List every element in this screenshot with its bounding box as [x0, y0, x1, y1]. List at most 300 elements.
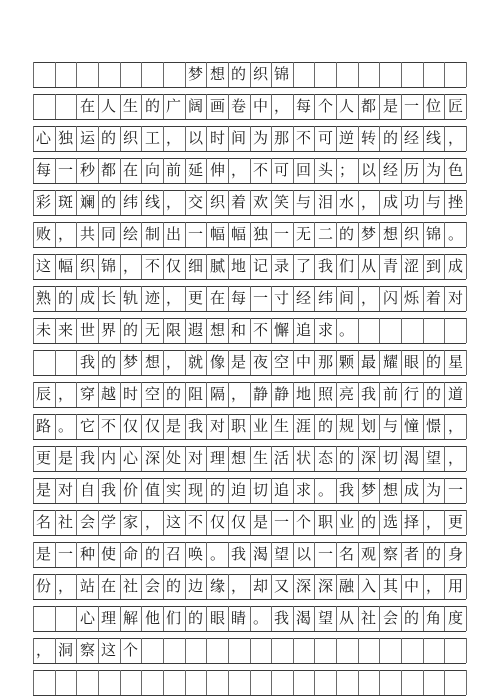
body-char: 社: [360, 609, 376, 627]
body-char: 仅: [144, 417, 160, 435]
body-char: 的: [425, 545, 441, 563]
grid-divider: [55, 94, 56, 119]
body-char: ，: [447, 417, 463, 435]
grid-divider: [379, 62, 380, 87]
body-char: 仅: [122, 417, 138, 435]
body-char: 们: [338, 257, 354, 275]
body-char: 经: [295, 289, 311, 307]
grid-divider: [466, 382, 467, 407]
body-char: 的: [122, 321, 138, 339]
body-char: 职: [230, 417, 246, 435]
body-char: 前: [382, 385, 398, 403]
body-char: 想: [382, 225, 398, 243]
grid-divider: [466, 158, 467, 183]
body-char: 的: [403, 609, 419, 627]
body-char: 选: [382, 513, 398, 531]
body-char: 世: [79, 321, 95, 339]
body-char: 迫: [230, 481, 246, 499]
body-char: 涯: [295, 417, 311, 435]
body-char: 未: [35, 321, 51, 339]
body-char: 为: [252, 129, 268, 147]
body-char: 择: [403, 513, 419, 531]
body-char: 仅: [230, 513, 246, 531]
body-char: 不: [187, 513, 203, 531]
grid-divider: [314, 638, 315, 663]
grid-divider: [444, 638, 445, 663]
body-char: 涩: [403, 257, 419, 275]
grid-divider: [141, 62, 142, 87]
body-char: 生: [252, 449, 268, 467]
grid-line: [33, 599, 466, 600]
body-char: 轨: [122, 289, 138, 307]
body-char: 绘: [122, 225, 138, 243]
body-char: 的: [425, 385, 441, 403]
grid-divider: [466, 350, 467, 375]
body-char: 为: [425, 161, 441, 179]
grid-divider: [466, 606, 467, 631]
grid-divider: [185, 670, 186, 695]
body-char: 烁: [403, 289, 419, 307]
body-char: 个: [317, 97, 333, 115]
body-char: 向: [144, 161, 160, 179]
grid-divider: [228, 670, 229, 695]
grid-divider: [76, 670, 77, 695]
body-char: 败: [35, 225, 51, 243]
grid-line: [33, 247, 466, 248]
body-char: 。: [447, 225, 463, 243]
body-char: 画: [209, 97, 225, 115]
grid-divider: [358, 62, 359, 87]
body-char: 的: [209, 481, 225, 499]
body-char: 中: [295, 353, 311, 371]
body-char: ，: [35, 641, 51, 659]
body-char: 一: [447, 481, 463, 499]
grid-line: [33, 407, 466, 408]
body-char: 度: [447, 609, 463, 627]
body-char: 理: [100, 609, 116, 627]
body-char: 理: [209, 449, 225, 467]
body-char: 织: [209, 193, 225, 211]
body-char: 泪: [317, 193, 333, 211]
body-char: 不: [252, 161, 268, 179]
body-char: 的: [57, 289, 73, 307]
grid-divider: [120, 670, 121, 695]
body-char: ，: [447, 129, 463, 147]
body-char: 成: [403, 481, 419, 499]
body-char: 幅: [230, 225, 246, 243]
body-char: 阻: [187, 385, 203, 403]
body-char: 身: [447, 545, 463, 563]
body-char: 是: [165, 417, 181, 435]
body-char: 阔: [187, 97, 203, 115]
body-char: 那: [317, 353, 333, 371]
body-char: 眼: [209, 609, 225, 627]
body-char: ，: [165, 289, 181, 307]
grid-divider: [55, 62, 56, 87]
grid-divider: [444, 62, 445, 87]
body-char: 生: [122, 97, 138, 115]
body-char: 锦: [425, 225, 441, 243]
body-char: 闪: [382, 289, 398, 307]
grid-divider: [76, 62, 77, 87]
body-char: 到: [425, 257, 441, 275]
body-char: 斑: [57, 193, 73, 211]
grid-line: [33, 375, 466, 376]
body-char: 遐: [187, 321, 203, 339]
body-char: 不: [295, 129, 311, 147]
grid-divider: [206, 670, 207, 695]
body-char: 的: [165, 577, 181, 595]
body-char: 的: [425, 353, 441, 371]
body-char: 又: [273, 577, 289, 595]
body-char: 我: [273, 609, 289, 627]
body-char: 自: [79, 481, 95, 499]
body-char: 望: [317, 609, 333, 627]
body-char: 一: [273, 225, 289, 243]
body-char: ，: [230, 385, 246, 403]
body-char: 会: [144, 577, 160, 595]
body-char: ，: [230, 161, 246, 179]
title-char: 梦: [187, 65, 203, 83]
body-char: 织: [403, 225, 419, 243]
body-char: 角: [425, 609, 441, 627]
body-char: 为: [425, 481, 441, 499]
body-char: 却: [252, 577, 268, 595]
body-char: 成: [79, 289, 95, 307]
body-char: 每: [35, 161, 51, 179]
body-char: 业: [252, 417, 268, 435]
body-char: 最: [360, 353, 376, 371]
body-char: 想: [230, 449, 246, 467]
grid-divider: [466, 542, 467, 567]
body-char: 渴: [252, 545, 268, 563]
body-char: 缘: [209, 577, 225, 595]
body-char: 欢: [252, 193, 268, 211]
grid-line: [33, 567, 466, 568]
body-char: 地: [230, 257, 246, 275]
body-char: 共: [79, 225, 95, 243]
body-char: ，: [165, 129, 181, 147]
grid-divider: [466, 126, 467, 151]
grid-divider: [423, 670, 424, 695]
title-char: 的: [230, 65, 246, 83]
body-char: 深: [144, 449, 160, 467]
body-char: 空: [144, 385, 160, 403]
body-char: ，: [57, 577, 73, 595]
body-char: 都: [100, 161, 116, 179]
body-char: 是: [57, 449, 73, 467]
body-char: 细: [187, 257, 203, 275]
grid-line: [33, 119, 466, 120]
body-char: 的: [100, 353, 116, 371]
body-char: 录: [273, 257, 289, 275]
body-char: 独: [252, 225, 268, 243]
body-char: 一: [57, 161, 73, 179]
body-char: 憧: [403, 417, 419, 435]
body-char: 静: [252, 385, 268, 403]
body-char: 工: [144, 129, 160, 147]
grid-divider: [423, 638, 424, 663]
body-char: 笑: [273, 193, 289, 211]
body-char: 我: [79, 449, 95, 467]
body-char: 深: [295, 577, 311, 595]
grid-line: [33, 663, 466, 664]
body-char: 是: [382, 97, 398, 115]
body-char: 追: [295, 321, 311, 339]
grid-divider: [271, 638, 272, 663]
grid-divider: [55, 350, 56, 375]
body-char: 无: [295, 225, 311, 243]
grid-divider: [55, 670, 56, 695]
grid-divider: [466, 286, 467, 311]
body-char: 就: [187, 353, 203, 371]
body-char: 值: [144, 481, 160, 499]
body-char: 从: [360, 257, 376, 275]
body-char: ，: [57, 385, 73, 403]
grid-divider: [163, 638, 164, 663]
body-char: 一: [403, 97, 419, 115]
body-char: 幅: [209, 225, 225, 243]
body-char: 心: [79, 609, 95, 627]
body-char: 边: [187, 577, 203, 595]
body-char: 内: [100, 449, 116, 467]
body-char: 经: [403, 129, 419, 147]
body-char: 交: [187, 193, 203, 211]
body-char: 命: [122, 545, 138, 563]
body-char: 地: [295, 385, 311, 403]
title-char: 想: [209, 65, 225, 83]
grid-divider: [401, 62, 402, 87]
body-char: 了: [295, 257, 311, 275]
body-char: 活: [273, 449, 289, 467]
grid-divider: [444, 670, 445, 695]
grid-divider: [379, 318, 380, 343]
body-char: 想: [209, 321, 225, 339]
body-char: 线: [425, 129, 441, 147]
body-char: 家: [122, 513, 138, 531]
body-char: 我: [338, 481, 354, 499]
body-char: 在: [209, 289, 225, 307]
body-char: 者: [403, 545, 419, 563]
body-char: 以: [295, 545, 311, 563]
body-char: 织: [122, 129, 138, 147]
body-char: 梦: [360, 481, 376, 499]
grid-divider: [444, 318, 445, 343]
grid-divider: [120, 62, 121, 87]
body-char: 回: [295, 161, 311, 179]
body-char: 在: [79, 97, 95, 115]
body-char: 逆: [338, 129, 354, 147]
body-char: 态: [317, 449, 333, 467]
body-char: 来: [57, 321, 73, 339]
body-char: 每: [230, 289, 246, 307]
body-char: 梦: [122, 353, 138, 371]
body-char: 一: [57, 545, 73, 563]
body-char: 运: [79, 129, 95, 147]
grid-line: [33, 631, 466, 632]
body-char: 限: [165, 321, 181, 339]
body-char: 迹: [144, 289, 160, 307]
body-char: 一: [273, 513, 289, 531]
grid-line: [33, 535, 466, 536]
grid-divider: [466, 478, 467, 503]
body-char: 追: [273, 481, 289, 499]
body-char: 以: [360, 161, 376, 179]
body-char: 无: [144, 321, 160, 339]
body-char: 时: [122, 385, 138, 403]
grid-divider: [314, 670, 315, 695]
body-char: 纬: [317, 289, 333, 307]
grid-divider: [401, 670, 402, 695]
body-char: 的: [144, 97, 160, 115]
grid-divider: [358, 670, 359, 695]
body-char: 处: [165, 449, 181, 467]
grid-divider: [466, 94, 467, 119]
body-char: 用: [447, 577, 463, 595]
body-char: 深: [360, 449, 376, 467]
body-char: 仅: [209, 513, 225, 531]
grid-line: [33, 215, 466, 216]
body-char: 界: [100, 321, 116, 339]
body-char: 生: [273, 417, 289, 435]
body-char: 的: [165, 385, 181, 403]
body-char: 。: [252, 609, 268, 627]
body-char: 经: [382, 161, 398, 179]
body-char: 以: [187, 129, 203, 147]
grid-divider: [466, 222, 467, 247]
body-char: 一: [252, 289, 268, 307]
grid-divider: [466, 638, 467, 663]
body-char: 更: [447, 513, 463, 531]
body-char: 是: [252, 513, 268, 531]
body-char: 这: [35, 257, 51, 275]
grid-divider: [141, 670, 142, 695]
body-char: 解: [122, 609, 138, 627]
body-char: 熟: [35, 289, 51, 307]
body-char: 我: [230, 545, 246, 563]
body-char: 一: [187, 225, 203, 243]
body-char: 人: [338, 97, 354, 115]
body-char: 是: [230, 353, 246, 371]
grid-divider: [228, 638, 229, 663]
body-char: 想: [382, 481, 398, 499]
body-char: 锦: [100, 257, 116, 275]
body-char: 广: [165, 97, 181, 115]
body-char: 划: [360, 417, 376, 435]
body-char: 和: [230, 321, 246, 339]
body-char: 出: [165, 225, 181, 243]
grid-divider: [466, 670, 467, 695]
grid-divider: [466, 62, 467, 87]
body-char: ；: [338, 161, 354, 179]
body-char: ，: [144, 513, 160, 531]
body-char: 我: [187, 417, 203, 435]
grid-divider: [358, 318, 359, 343]
body-char: 个: [295, 513, 311, 531]
body-char: 其: [382, 577, 398, 595]
body-char: 入: [360, 577, 376, 595]
body-char: 眼: [403, 353, 419, 371]
body-char: 二: [317, 225, 333, 243]
body-char: 的: [317, 417, 333, 435]
body-char: 独: [57, 129, 73, 147]
body-char: 成: [447, 257, 463, 275]
body-char: 长: [100, 289, 116, 307]
body-char: 融: [338, 577, 354, 595]
body-char: 想: [144, 353, 160, 371]
grid-divider: [466, 510, 467, 535]
grid-divider: [33, 606, 34, 631]
body-char: ，: [447, 449, 463, 467]
body-char: 的: [338, 449, 354, 467]
body-char: 察: [382, 545, 398, 563]
body-char: 名: [338, 545, 354, 563]
body-char: 洞: [57, 641, 73, 659]
grid-divider: [336, 638, 337, 663]
body-char: 功: [403, 193, 419, 211]
body-char: 对: [57, 481, 73, 499]
grid-line: [33, 183, 466, 184]
body-char: 观: [360, 545, 376, 563]
grid-divider: [379, 638, 380, 663]
body-char: 星: [447, 353, 463, 371]
body-char: 穿: [79, 385, 95, 403]
body-char: 切: [252, 481, 268, 499]
body-char: 纬: [122, 193, 138, 211]
body-char: 都: [360, 97, 376, 115]
body-char: 实: [165, 481, 181, 499]
body-char: 。: [209, 545, 225, 563]
body-char: 更: [35, 449, 51, 467]
body-char: 位: [425, 97, 441, 115]
body-char: 青: [382, 257, 398, 275]
body-char: ，: [165, 353, 181, 371]
body-char: 的: [100, 193, 116, 211]
grid-divider: [163, 62, 164, 87]
grid-divider: [163, 670, 164, 695]
body-char: 渴: [295, 609, 311, 627]
body-char: 历: [403, 161, 419, 179]
body-char: 的: [338, 225, 354, 243]
body-char: 社: [122, 577, 138, 595]
body-char: ，: [165, 193, 181, 211]
grid-divider: [33, 350, 34, 375]
body-char: 在: [100, 577, 116, 595]
grid-divider: [466, 574, 467, 599]
grid-divider: [293, 638, 294, 663]
grid-divider: [358, 638, 359, 663]
body-char: 与: [425, 193, 441, 211]
body-char: 不: [144, 257, 160, 275]
body-char: 的: [382, 129, 398, 147]
title-char: 锦: [273, 65, 289, 83]
grid-divider: [98, 670, 99, 695]
body-char: ，: [360, 289, 376, 307]
body-char: 制: [144, 225, 160, 243]
grid-divider: [250, 670, 251, 695]
body-char: 是: [35, 545, 51, 563]
body-char: 水: [338, 193, 354, 211]
body-char: 挫: [447, 193, 463, 211]
body-char: 我: [100, 481, 116, 499]
body-char: 名: [35, 513, 51, 531]
body-char: 察: [79, 641, 95, 659]
body-char: 份: [35, 577, 51, 595]
body-char: ，: [230, 577, 246, 595]
body-char: 它: [79, 417, 95, 435]
grid-divider: [185, 638, 186, 663]
grid-divider: [271, 670, 272, 695]
